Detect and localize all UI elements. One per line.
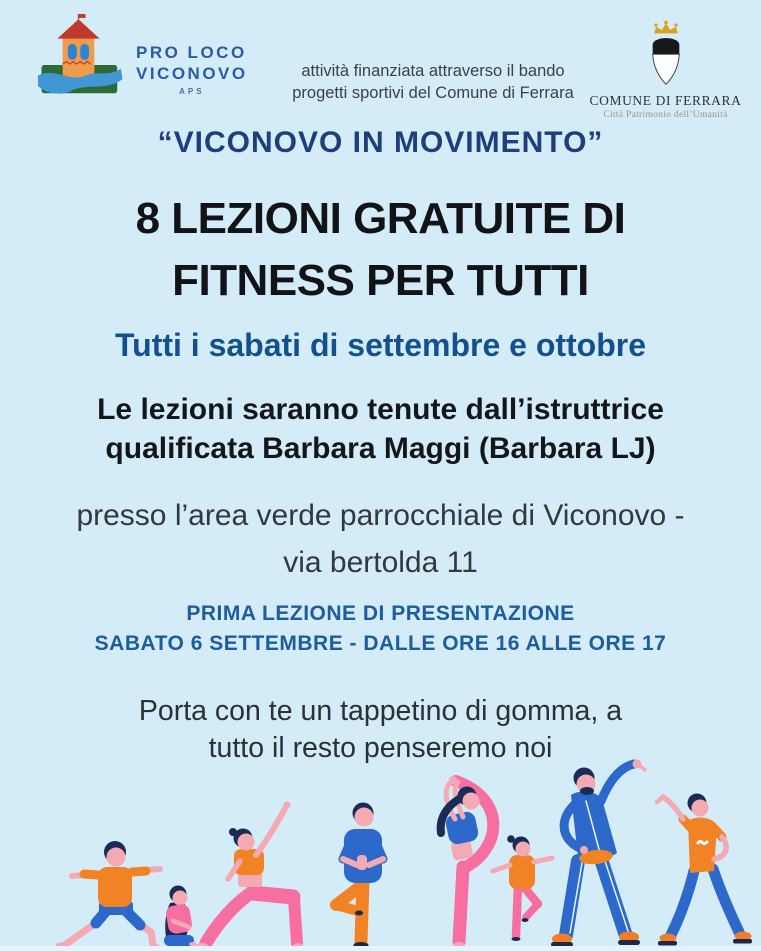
figure-boy-warrior-pose bbox=[56, 841, 161, 950]
pro-loco-name-line1: PRO LOCO bbox=[136, 43, 247, 62]
funding-note-line1: attività finanziata attraverso il bando bbox=[301, 62, 565, 80]
location-note bbox=[0, 492, 761, 586]
main-headline-line1: 8 LEZIONI GRATUITE DI bbox=[135, 194, 626, 243]
funding-note bbox=[288, 60, 578, 120]
pro-loco-tower-icon bbox=[38, 10, 126, 106]
comune-title: COMUNE DI FERRARA bbox=[589, 93, 742, 108]
figure-girl-knee-raise bbox=[493, 835, 552, 941]
first-lesson-line2: SABATO 6 SETTEMBRE - DALLE ORE 16 ALLE ORE 17 bbox=[94, 632, 667, 655]
instructor-line2: qualificata Barbara Maggi (Barbara LJ) bbox=[105, 432, 656, 465]
figure-girl-sitting bbox=[164, 886, 197, 947]
instructor-note bbox=[0, 390, 761, 468]
instructor-line1: Le lezioni saranno tenute dall’istruttrice bbox=[97, 393, 664, 426]
location-line1: presso l’area verde parrocchiale di Viconovo - bbox=[76, 499, 685, 532]
pro-loco-logo bbox=[38, 10, 288, 120]
pro-loco-name-line2: VICONOVO bbox=[136, 64, 248, 83]
figure-man-side-bend bbox=[551, 760, 645, 948]
pro-loco-wordmark bbox=[136, 42, 248, 96]
figure-man-tree-pose bbox=[336, 803, 383, 949]
first-lesson-line1: PRIMA LEZIONE DI PRESENTAZIONE bbox=[186, 602, 575, 625]
bring-line1: Porta con te un tappetino di gomma, a bbox=[138, 695, 623, 727]
location-line2: via bertolda 11 bbox=[283, 546, 478, 579]
funding-note-line2: progetti sportivi del Comune di Ferrara bbox=[292, 84, 574, 102]
figure-boy-side-bend bbox=[657, 794, 752, 946]
comune-di-ferrara-logo bbox=[578, 20, 753, 120]
event-title: “VICONOVO IN MOVIMENTO” bbox=[157, 126, 604, 159]
comune-subtitle: Città Patrimonio dell’Umanità bbox=[603, 110, 728, 120]
bring-line2: tutto il resto penseremo noi bbox=[208, 732, 553, 764]
bottom-edge-strip bbox=[0, 946, 761, 951]
figure-woman-dancer-pose bbox=[441, 776, 494, 948]
pro-loco-aps-label: APS bbox=[179, 87, 205, 96]
main-headline bbox=[0, 188, 761, 312]
main-headline-line2: FITNESS PER TUTTI bbox=[172, 256, 589, 305]
fitness-illustration bbox=[0, 755, 761, 951]
figure-woman-lunge-stretch bbox=[196, 802, 304, 950]
schedule-line: Tutti i sabati di settembre e ottobre bbox=[114, 327, 647, 363]
poster-header bbox=[0, 0, 761, 120]
first-lesson-note bbox=[0, 599, 761, 659]
comune-crest-icon bbox=[639, 20, 693, 90]
